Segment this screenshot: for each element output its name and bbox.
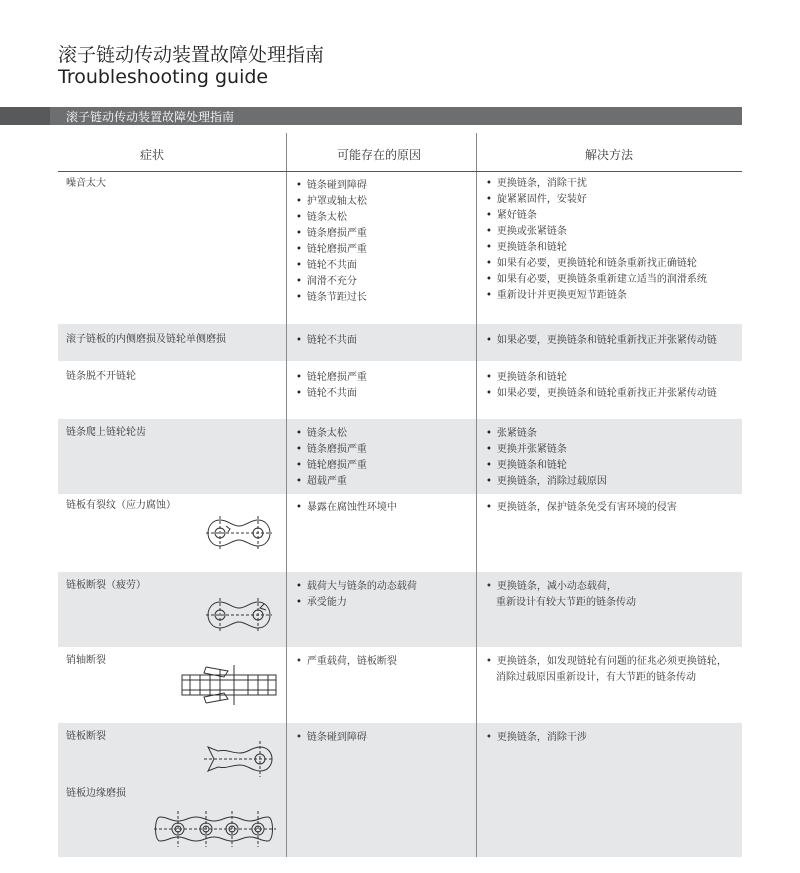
list-item: • 更换链条，保护链条免受有害环境的侵害 [486, 500, 677, 516]
column-divider [476, 133, 477, 171]
list-item: • 链条太松 [296, 210, 367, 226]
cause-line: 链条碰到障碍 [306, 732, 367, 743]
table-row [58, 572, 742, 647]
solution-line: 更换链条，减小动态载荷， [496, 581, 617, 592]
list-item: • 链条节距过长 [296, 290, 367, 306]
list-item: • 链轮不共面 [296, 333, 357, 349]
list-item: • 旋紧紧固件，安装好 [486, 192, 707, 208]
list-item: • 张紧链条 [486, 426, 607, 442]
table-row [58, 647, 742, 723]
header-cause: 可能存在的原因 [337, 148, 422, 162]
list-item: • 超载严重 [296, 474, 367, 490]
cause-list [296, 370, 367, 402]
list-item: • 如果必要，更换链条和链轮重新找正并张紧传动链 [486, 386, 717, 402]
table-row [58, 419, 742, 494]
list-item: • 更换链条和链轮 [486, 458, 607, 474]
list-item: • 如果必要，更换链条和链轮重新找正并张紧传动链 [486, 333, 717, 349]
list-item: • 护罩或轴太松 [296, 194, 367, 210]
solution-line: 消除过载原因重新设计，有大节距的链条传动 [496, 672, 696, 683]
list-item: • 更换链条，如发现链轮有问题的征兆必须更换链轮， [486, 656, 727, 667]
list-item: • 如果有必要，更换链条重新建立适当的润滑系统 [486, 272, 707, 288]
column-divider [286, 324, 287, 361]
cause-list [296, 579, 417, 611]
table-row [58, 723, 742, 857]
cause-list [296, 333, 357, 349]
page-title-cn: 滚子链动传动装置故障处理指南 [58, 44, 325, 66]
list-item: • 更换并张紧链条 [486, 442, 607, 458]
section-band-label: 滚子链动传动装置故障处理指南 [66, 110, 235, 124]
list-item: • 更换或张紧链条 [486, 224, 707, 240]
list-item: • 链条磨损严重 [296, 442, 367, 458]
solution-list [486, 426, 607, 490]
column-divider [286, 361, 287, 419]
symptom-text: 链板断裂 [66, 731, 106, 742]
symptom-text: 噪音太大 [66, 178, 106, 189]
cause-list [296, 500, 397, 516]
list-item: • 链条碰到障碍 [296, 178, 367, 194]
column-divider [476, 572, 477, 647]
column-divider [476, 494, 477, 572]
solution-list [486, 333, 717, 349]
column-divider [476, 723, 477, 857]
symptom-text: 链板有裂纹（应力腐蚀） [66, 500, 176, 511]
table-row [58, 172, 742, 324]
page-title-en: Troubleshooting guide [58, 66, 269, 88]
edge-worn-chain-figure [154, 807, 276, 851]
column-divider [286, 723, 287, 857]
list-item: • 链轮磨损严重 [296, 242, 367, 258]
list-item: • 链轮不共面 [296, 258, 367, 274]
list-item: • 载荷大与链条的动态载荷 [296, 579, 417, 595]
column-divider [286, 419, 287, 494]
table-row [58, 324, 742, 361]
list-item: • 更换链条，减小动态载荷， [486, 581, 617, 592]
table-row [58, 494, 742, 572]
list-item: • 链轮不共面 [296, 386, 367, 402]
list-item: • 链轮磨损严重 [296, 370, 367, 386]
symptom-text: 链条爬上链轮轮齿 [66, 427, 146, 438]
broken-pin-chain-figure [180, 663, 278, 707]
column-divider [476, 419, 477, 494]
column-divider [286, 647, 287, 723]
column-divider [286, 494, 287, 572]
symptom-text: 链板断裂（疲劳） [66, 580, 146, 591]
symptom-text: 链条脱不开链轮 [66, 371, 136, 382]
cause-text: • 严重载荷，链板断裂 [296, 656, 397, 667]
list-item: • 润滑不充分 [296, 274, 367, 290]
symptom-text-2: 链板边缘磨损 [66, 788, 126, 799]
section-band-tab [0, 107, 50, 125]
symptom-text: 滚子链板的内侧磨损及链轮单侧磨损 [66, 334, 226, 345]
list-item: • 暴露在腐蚀性环境中 [296, 500, 397, 516]
column-divider [286, 133, 287, 171]
list-item: • 链轮磨损严重 [296, 458, 367, 474]
list-item: • 更换链条，消除干扰 [486, 176, 707, 192]
troubleshooting-table [58, 133, 742, 857]
column-divider [476, 361, 477, 419]
column-divider [286, 172, 287, 324]
solution-text [486, 654, 727, 686]
solution-list [486, 176, 707, 304]
column-divider [286, 572, 287, 647]
fatigue-fractured-plate-figure [206, 596, 272, 634]
cause-text: • 链条碰到障碍 [296, 732, 367, 743]
cracked-link-plate-figure [206, 514, 272, 552]
section-band [0, 107, 742, 125]
table-header [58, 133, 742, 172]
solution-line: 更换链条，如发现链轮有问题的征兆必须更换链轮， [496, 656, 727, 667]
table-row [58, 361, 742, 419]
list-item: • 更换链条和链轮 [486, 240, 707, 256]
list-item: • 重新设计并更换更短节距链条 [486, 288, 707, 304]
broken-plate-figure [204, 739, 274, 779]
solution-list [486, 500, 677, 516]
column-divider [476, 647, 477, 723]
column-divider [476, 324, 477, 361]
solution-text [486, 579, 636, 611]
cause-line: 严重载荷，链板断裂 [306, 656, 397, 667]
solution-list [486, 370, 717, 402]
header-solution: 解决方法 [585, 148, 634, 162]
list-item: • 更换链条，消除过载原因 [486, 474, 607, 490]
list-item: • 承受能力 [296, 595, 417, 611]
solution-line: 重新设计有较大节距的链条传动 [496, 597, 636, 608]
column-divider [476, 172, 477, 324]
cause-list [296, 178, 367, 306]
cause-list [296, 426, 367, 490]
list-item: • 链条太松 [296, 426, 367, 442]
list-item: • 如果有必要，更换链轮和链条重新找正确链轮 [486, 256, 707, 272]
list-item: • 链条磨损严重 [296, 226, 367, 242]
solution-line: 更换链条，消除干涉 [496, 732, 587, 743]
list-item: • 紧好链条 [486, 208, 707, 224]
symptom-text: 销轴断裂 [66, 655, 106, 666]
header-symptom: 症状 [140, 148, 165, 162]
solution-text: • 更换链条，消除干涉 [486, 732, 587, 743]
list-item: • 更换链条和链轮 [486, 370, 717, 386]
